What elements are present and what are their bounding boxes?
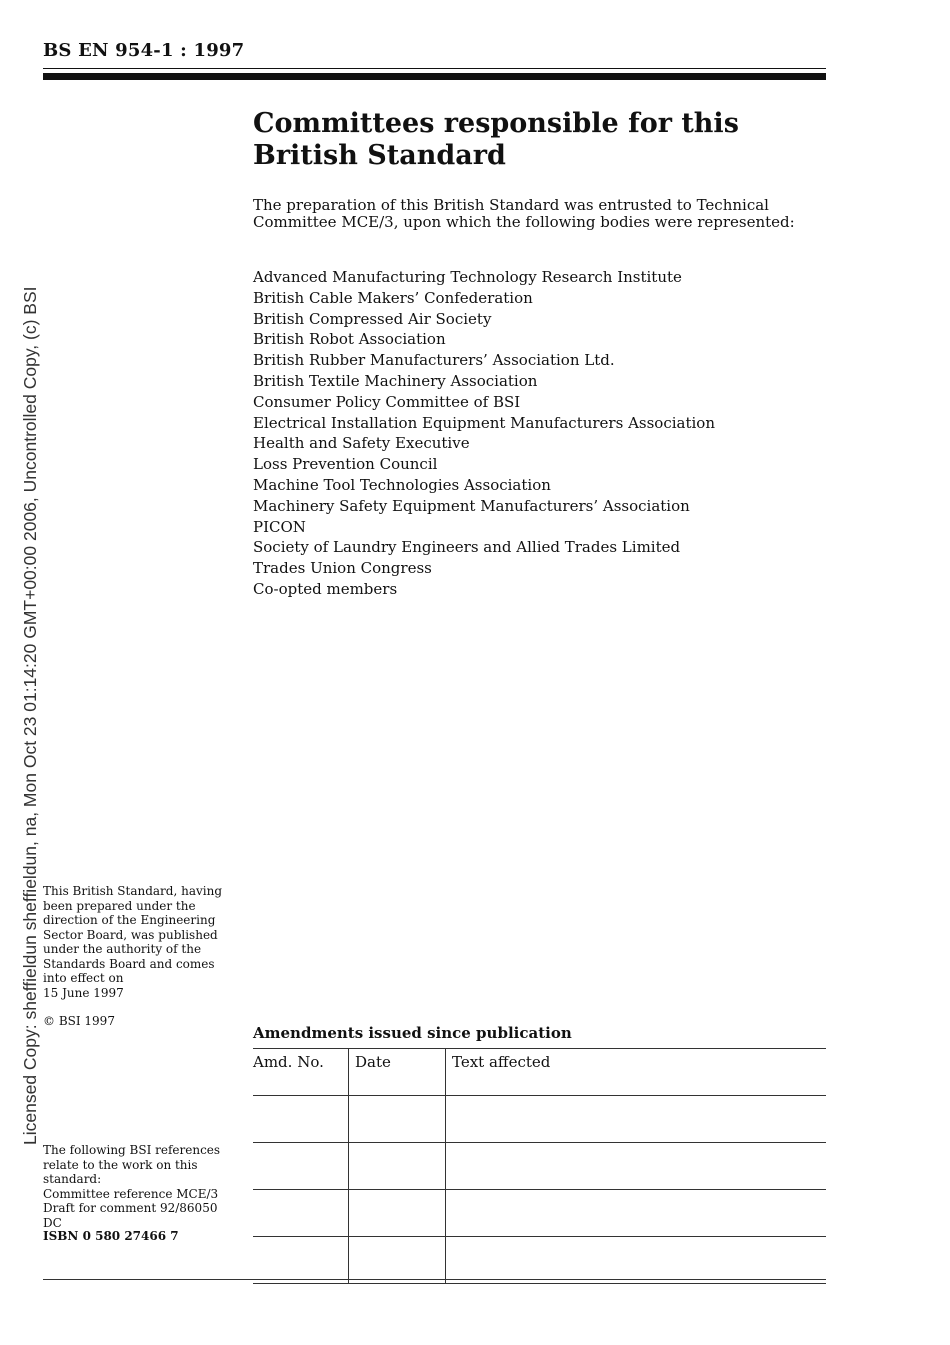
column-header-amd-no: Amd. No. <box>253 1049 349 1096</box>
footer-rule <box>43 1279 826 1280</box>
page-title: Committees responsible for this British Standard <box>253 108 739 171</box>
list-item: Consumer Policy Committee of BSI <box>253 392 521 411</box>
list-item: Loss Prevention Council <box>253 455 438 474</box>
list-item: British Robot Association <box>253 330 446 349</box>
license-watermark: Licensed Copy: sheffieldun sheffieldun, na, Mon Oct 23 01:14:20 GMT+00:00 2006, Uncontrolled Copy, (c) BSI <box>20 286 40 1145</box>
references-note: The following BSI references relate to the work on this standard: <box>43 1143 221 1186</box>
isbn: ISBN 0 580 27466 7 <box>43 1229 179 1243</box>
list-item: British Compressed Air Society <box>253 309 492 328</box>
represented-bodies-list <box>253 267 715 600</box>
document-standard-number: BS EN 954-1 : 1997 <box>43 40 245 61</box>
table-row <box>253 1143 826 1190</box>
list-item: British Rubber Manufacturers’ Association Ltd. <box>253 351 615 370</box>
table-header-row <box>253 1049 826 1096</box>
list-item: Advanced Manufacturing Technology Research Institute <box>253 268 682 286</box>
list-item: Health and Safety Executive <box>253 434 470 453</box>
list-item: PICON <box>253 517 306 536</box>
list-item: Co-opted members <box>253 579 398 598</box>
committee-reference: Committee reference MCE/3 <box>43 1186 219 1201</box>
effective-date: 15 June 1997 <box>43 985 124 1000</box>
table-row <box>253 1096 826 1143</box>
draft-reference: Draft for comment 92/86050 DC <box>43 1201 218 1230</box>
publication-note <box>43 884 233 1000</box>
intro-paragraph: The preparation of this British Standard was entrusted to Technical Committee MCE/3, upon which the following bodies were represented: <box>253 196 795 231</box>
list-item: British Cable Makers’ Confederation <box>253 288 533 307</box>
table-row <box>253 1190 826 1237</box>
publication-note-text: This British Standard, having been prepared under the direction of the Engineering Sector Board, was published under the authority of the Standards Board and comes into effect on <box>43 884 223 985</box>
header-thick-rule <box>43 73 826 80</box>
copyright-notice: © BSI 1997 <box>43 1014 115 1028</box>
list-item: Machinery Safety Equipment Manufacturers’ Association <box>253 496 690 515</box>
header-thin-rule <box>43 68 826 69</box>
list-item: Machine Tool Technologies Association <box>253 475 551 494</box>
list-item: Trades Union Congress <box>253 559 432 578</box>
column-header-text-affected: Text affected <box>446 1049 827 1096</box>
bsi-references <box>43 1143 233 1230</box>
column-header-date: Date <box>349 1049 446 1096</box>
table-row <box>253 1237 826 1284</box>
list-item: Society of Laundry Engineers and Allied Trades Limited <box>253 538 681 557</box>
list-item: British Textile Machinery Association <box>253 371 538 390</box>
amendments-table <box>253 1048 826 1284</box>
list-item: Electrical Installation Equipment Manufacturers Association <box>253 413 715 432</box>
amendments-title: Amendments issued since publication <box>253 1024 572 1042</box>
